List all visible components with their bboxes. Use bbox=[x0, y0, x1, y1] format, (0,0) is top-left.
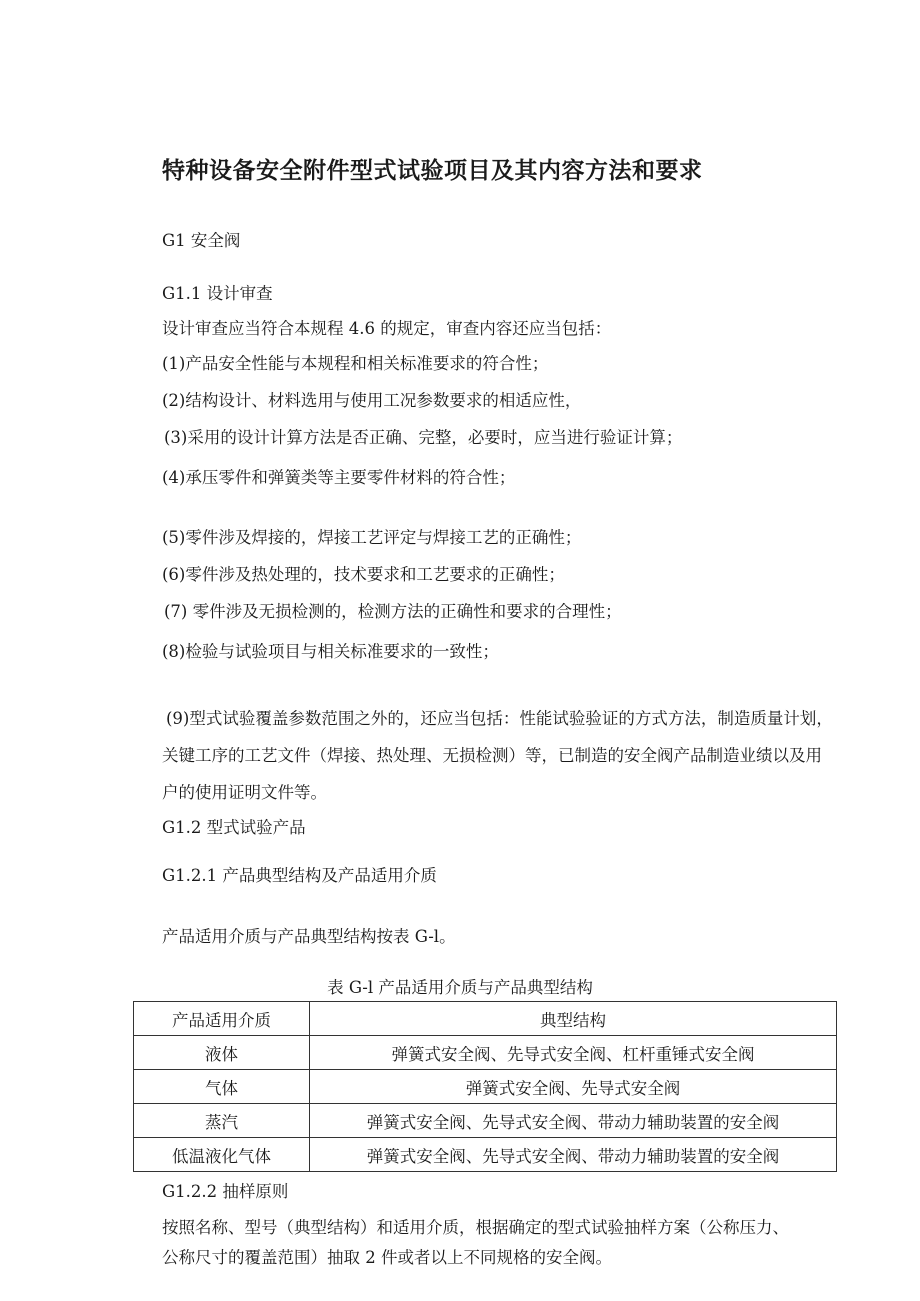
table-cell-medium: 蒸汽 bbox=[134, 1104, 310, 1138]
table-row bbox=[134, 1036, 837, 1070]
table-cell-structure: 弹簧式安全阀、先导式安全阀、带动力辅助装置的安全阀 bbox=[310, 1104, 837, 1138]
table-cell-medium: 液体 bbox=[134, 1036, 310, 1070]
document-title: 特种设备安全附件型式试验项目及其内容方法和要求 bbox=[162, 158, 703, 184]
column-header-structure: 典型结构 bbox=[310, 1002, 837, 1036]
review-item: (3)采用的设计计算方法是否正确、完整，必要时，应当进行验证计算； bbox=[164, 428, 683, 447]
table-cell-medium: 气体 bbox=[134, 1070, 310, 1104]
review-item: (7) 零件涉及无损检测的，检测方法的正确性和要求的合理性； bbox=[164, 602, 622, 621]
review-item: (6)零件涉及热处理的，技术要求和工艺要求的正确性； bbox=[162, 565, 565, 584]
table-row bbox=[134, 1104, 837, 1138]
table-row bbox=[134, 1070, 837, 1104]
table-header-row bbox=[134, 1002, 837, 1036]
review-item: (1)产品安全性能与本规程和相关标准要求的符合性； bbox=[162, 354, 549, 373]
table-caption: 表 G-l 产品适用介质与产品典型结构 bbox=[327, 978, 593, 997]
section-heading-g1: G1 安全阀 bbox=[162, 231, 241, 250]
section-heading-g1-1: G1.1 设计审查 bbox=[162, 284, 273, 303]
table-cell-medium: 低温液化气体 bbox=[134, 1138, 310, 1172]
review-item: (4)承压零件和弹簧类等主要零件材料的符合性； bbox=[162, 468, 516, 487]
review-item: (5)零件涉及焊接的，焊接工艺评定与焊接工艺的正确性； bbox=[162, 528, 582, 547]
section-heading-g1-2: G1.2 型式试验产品 bbox=[162, 818, 306, 837]
table-row bbox=[134, 1138, 837, 1172]
media-structure-table bbox=[133, 1001, 837, 1172]
g1-2-2-text-line1: 按照名称、型号（典型结构）和适用介质，根据确定的型式试验抽样方案（公称压力、 bbox=[162, 1218, 789, 1237]
table-cell-structure: 弹簧式安全阀、先导式安全阀、带动力辅助装置的安全阀 bbox=[310, 1138, 837, 1172]
section-heading-g1-2-2: G1.2.2 抽样原则 bbox=[162, 1182, 289, 1201]
column-header-medium: 产品适用介质 bbox=[134, 1002, 310, 1036]
table-cell-structure: 弹簧式安全阀、先导式安全阀 bbox=[310, 1070, 837, 1104]
g1-2-1-text: 产品适用介质与产品典型结构按表 G-l。 bbox=[162, 927, 456, 946]
g1-1-intro: 设计审查应当符合本规程 4.6 的规定，审查内容还应当包括： bbox=[162, 319, 612, 338]
review-item-9-paragraph: (9)型式试验覆盖参数范围之外的，还应当包括：性能试验验证的方式方法，制造质量计划，关键工序的工艺文件（焊接、热处理、无损检测）等，已制造的安全阀产品制造业绩以及用户的使用证明文件等。 bbox=[162, 709, 833, 802]
review-item: (8)检验与试验项目与相关标准要求的一致性； bbox=[162, 642, 499, 661]
g1-2-2-text-line2: 公称尺寸的覆盖范围）抽取 2 件或者以上不同规格的安全阀。 bbox=[162, 1248, 612, 1267]
section-heading-g1-2-1: G1.2.1 产品典型结构及产品适用介质 bbox=[162, 866, 437, 885]
review-item: (2)结构设计、材料选用与使用工况参数要求的相适应性， bbox=[162, 391, 582, 410]
table-cell-structure: 弹簧式安全阀、先导式安全阀、杠杆重锤式安全阀 bbox=[310, 1036, 837, 1070]
